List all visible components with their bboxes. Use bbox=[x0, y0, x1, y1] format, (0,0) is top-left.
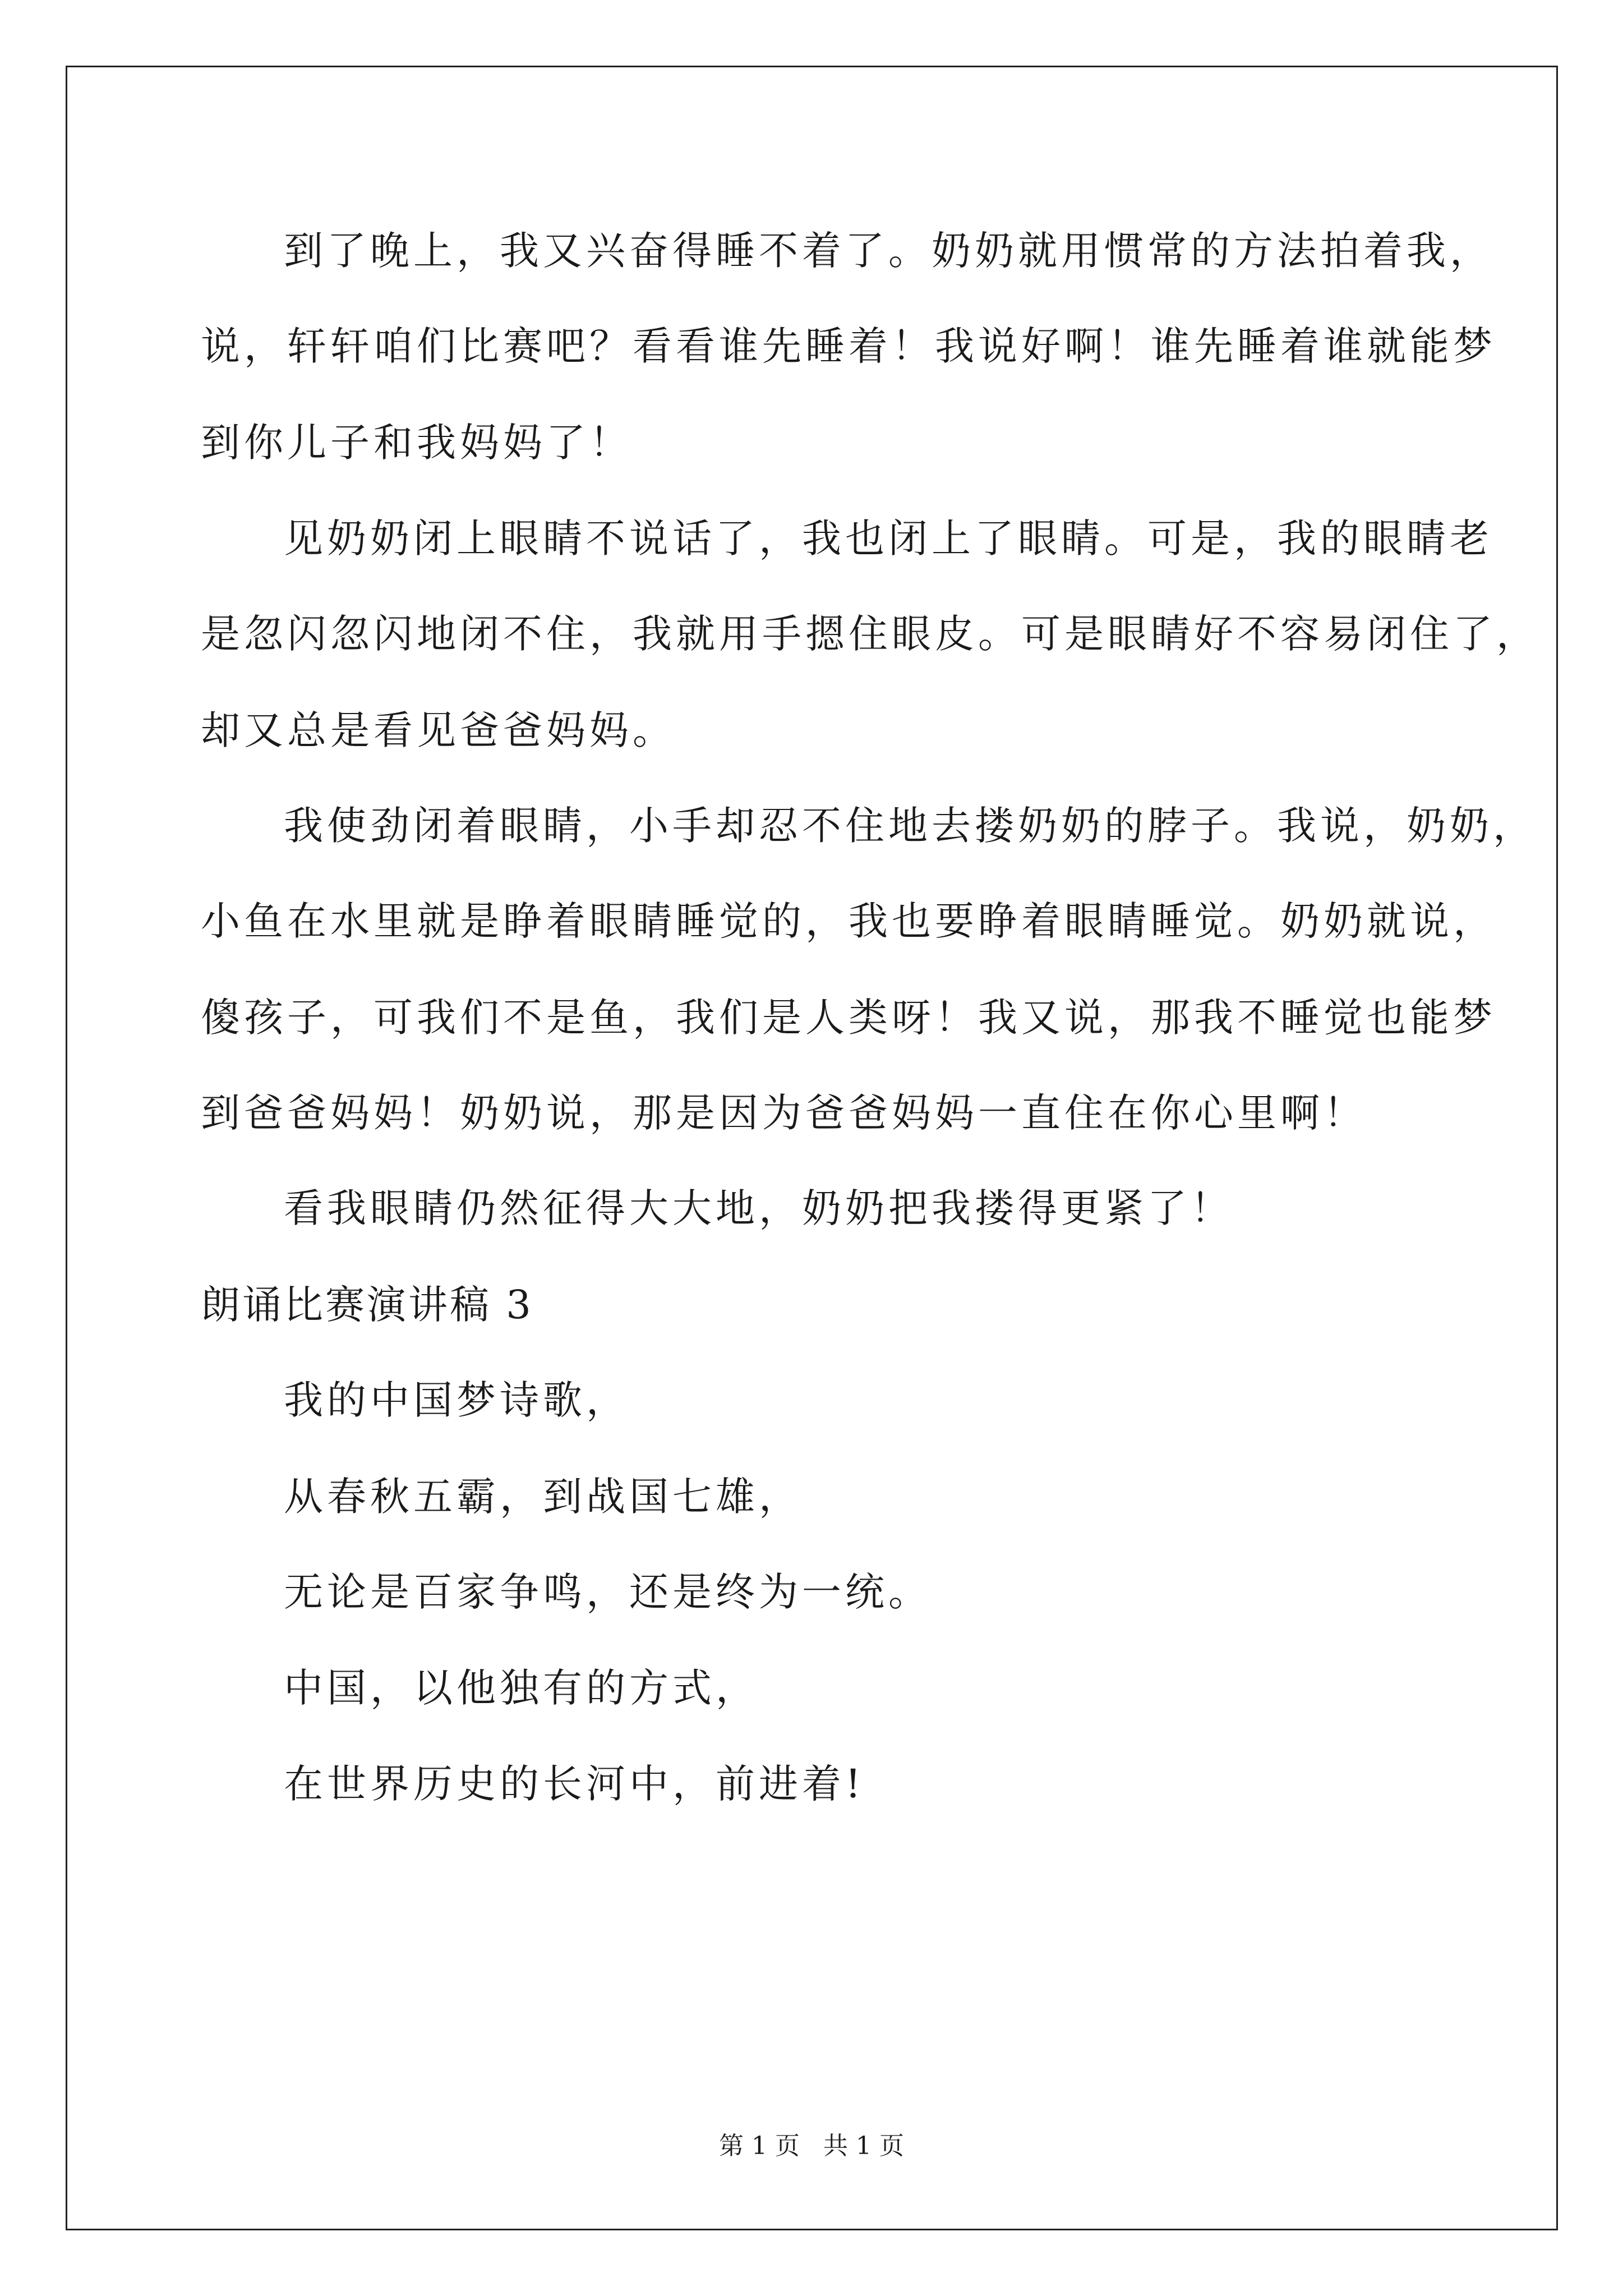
paragraph-2-line-2: 是忽闪忽闪地闭不住，我就用手摁住眼皮。可是眼睛好不容易闭住了， bbox=[201, 611, 1539, 657]
poem-line-5: 在世界历史的长河中，前进着! bbox=[284, 1761, 865, 1807]
paragraph-3-line-3: 傻孩子，可我们不是鱼，我们是人类呀！我又说，那我不睡觉也能梦 bbox=[201, 995, 1496, 1041]
page-number: 第 1 页 bbox=[719, 2132, 800, 2160]
poem-line-3: 无论是百家争鸣，还是终为一统。 bbox=[284, 1569, 932, 1615]
paragraph-1-line-1: 到了晚上，我又兴奋得睡不着了。奶奶就用惯常的方法拍着我， bbox=[284, 228, 1493, 274]
page-border bbox=[66, 66, 1558, 2230]
paragraph-1-line-3: 到你儿子和我妈妈了！ bbox=[201, 420, 633, 466]
paragraph-3-line-2: 小鱼在水里就是睁着眼睛睡觉的，我也要睁着眼睛睡觉。奶奶就说， bbox=[201, 898, 1496, 944]
poem-line-2: 从春秋五霸，到战国七雄， bbox=[284, 1474, 802, 1520]
poem-line-4: 中国，以他独有的方式， bbox=[284, 1665, 759, 1711]
paragraph-2-line-1: 见奶奶闭上眼睛不说话了，我也闭上了眼睛。可是，我的眼睛老 bbox=[284, 516, 1493, 562]
section-heading: 朗诵比赛演讲稿 3 bbox=[201, 1282, 533, 1328]
paragraph-4-line-1: 看我眼睛仍然征得大大地，奶奶把我搂得更紧了！ bbox=[284, 1185, 1234, 1231]
paragraph-1-line-2: 说，轩轩咱们比赛吧？看看谁先睡着！我说好啊！谁先睡着谁就能梦 bbox=[201, 323, 1496, 369]
paragraph-3-line-1: 我使劲闭着眼睛，小手却忍不住地去搂奶奶的脖子。我说，奶奶， bbox=[284, 803, 1536, 849]
page-total: 共 1 页 bbox=[823, 2132, 904, 2160]
paragraph-2-line-3: 却又总是看见爸爸妈妈。 bbox=[201, 707, 676, 753]
poem-line-1: 我的中国梦诗歌， bbox=[284, 1377, 629, 1423]
paragraph-3-line-4: 到爸爸妈妈！奶奶说，那是因为爸爸妈妈一直住在你心里啊！ bbox=[201, 1090, 1367, 1136]
page-footer bbox=[0, 2129, 1623, 2163]
